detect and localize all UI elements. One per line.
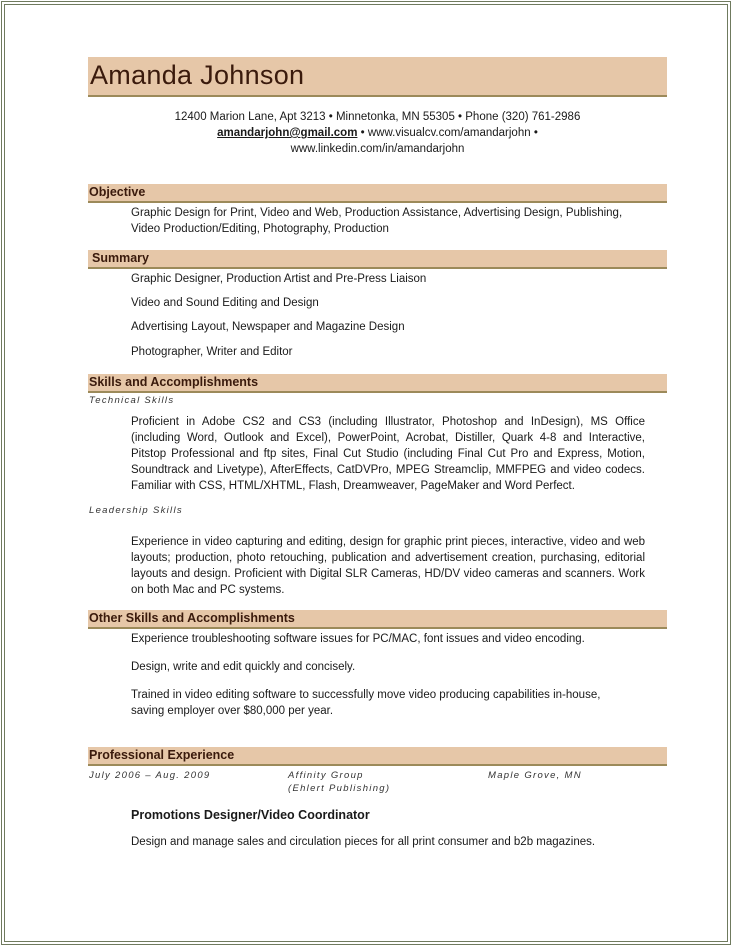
section-skills-header bbox=[88, 374, 667, 393]
other-skill-item: Experience troubleshooting software issues for PC/MAC, font issues and video encoding. bbox=[131, 633, 585, 645]
section-title: Skills and Accomplishments bbox=[89, 375, 259, 389]
job-company bbox=[288, 769, 390, 795]
job-position-title: Promotions Designer/Video Coordinator bbox=[131, 808, 370, 822]
summary-item: Graphic Designer, Production Artist and Pre-Press Liaison bbox=[131, 273, 427, 285]
section-title: Objective bbox=[89, 185, 146, 199]
objective-text bbox=[131, 205, 645, 237]
visualcv-link[interactable]: • www.visualcv.com/amandarjohn • bbox=[357, 127, 538, 139]
applicant-name: Amanda Johnson bbox=[90, 60, 305, 90]
leadership-skills-label: Leadership Skills bbox=[89, 505, 183, 516]
email-link[interactable]: amandarjohn@gmail.com bbox=[217, 127, 358, 139]
technical-skills-text: Proficient in Adobe CS2 and CS3 (including Illustrator, Photoshop and InDesign), MS Office (including Word, Outlook and Excel), PowerPoint, Acrobat, Distiller, Quark 4-8 and Interactive, Pitstop Professional and ftp sites, Final Cut Studio (including Final Cut Pro and Express, Motion, Soundtrack and Livetype), AfterEffects, CatDVPro, MPEG Streamclip, MMFPEG and video codecs. Familiar with CSS, HTML/XHTML, Flash, Dreamweaver, PageMaker and Word Perfect. bbox=[131, 416, 645, 492]
section-title: Summary bbox=[92, 251, 149, 265]
summary-item: Video and Sound Editing and Design bbox=[131, 297, 319, 309]
leadership-skills-text: Experience in video capturing and editing, design for graphic print pieces, interactive, video and web layouts; production, photo retouching, publication and advertisement creation, purchasing, editorial layouts and design. Proficient with Digital SLR Cameras, HD/DV video cameras and scanners. Work on both Mac and PC systems. bbox=[131, 536, 645, 596]
objective-line: Graphic Design for Print, Video and Web, Production Assistance, Advertising Design, Publishing, bbox=[131, 207, 623, 219]
section-experience-header bbox=[88, 747, 667, 766]
job-description-text: Design and manage sales and circulation pieces for all print consumer and b2b magazines. bbox=[131, 836, 596, 848]
company-parent: (Ehlert Publishing) bbox=[288, 783, 391, 794]
technical-skills-label: Technical Skills bbox=[89, 395, 175, 406]
section-objective-header bbox=[88, 184, 667, 203]
other-skill-item: Trained in video editing software to successfully move video producing capabilities in-house, saving employer over $80,000 per year. bbox=[131, 689, 601, 717]
company-name: Affinity Group bbox=[288, 770, 364, 781]
summary-item: Advertising Layout, Newspaper and Magazine Design bbox=[131, 321, 405, 333]
job-description bbox=[131, 834, 645, 850]
linkedin-link[interactable]: www.linkedin.com/in/amandarjohn bbox=[290, 143, 465, 155]
other-skill-item: Design, write and edit quickly and concisely. bbox=[131, 661, 356, 673]
objective-line: Video Production/Editing, Photography, Production bbox=[131, 223, 389, 235]
section-summary-header bbox=[88, 250, 667, 269]
summary-item: Photographer, Writer and Editor bbox=[131, 346, 293, 358]
name-header-bar bbox=[88, 57, 667, 97]
section-title: Other Skills and Accomplishments bbox=[89, 611, 295, 625]
job-location: Maple Grove, MN bbox=[488, 770, 582, 781]
contact-address-line: 12400 Marion Lane, Apt 3213 • Minnetonka, MN 55305 • Phone (320) 761-2986 bbox=[174, 111, 581, 123]
section-title: Professional Experience bbox=[89, 748, 235, 762]
section-other-skills-header bbox=[88, 610, 667, 629]
job-dates: July 2006 – Aug. 2009 bbox=[89, 770, 211, 781]
